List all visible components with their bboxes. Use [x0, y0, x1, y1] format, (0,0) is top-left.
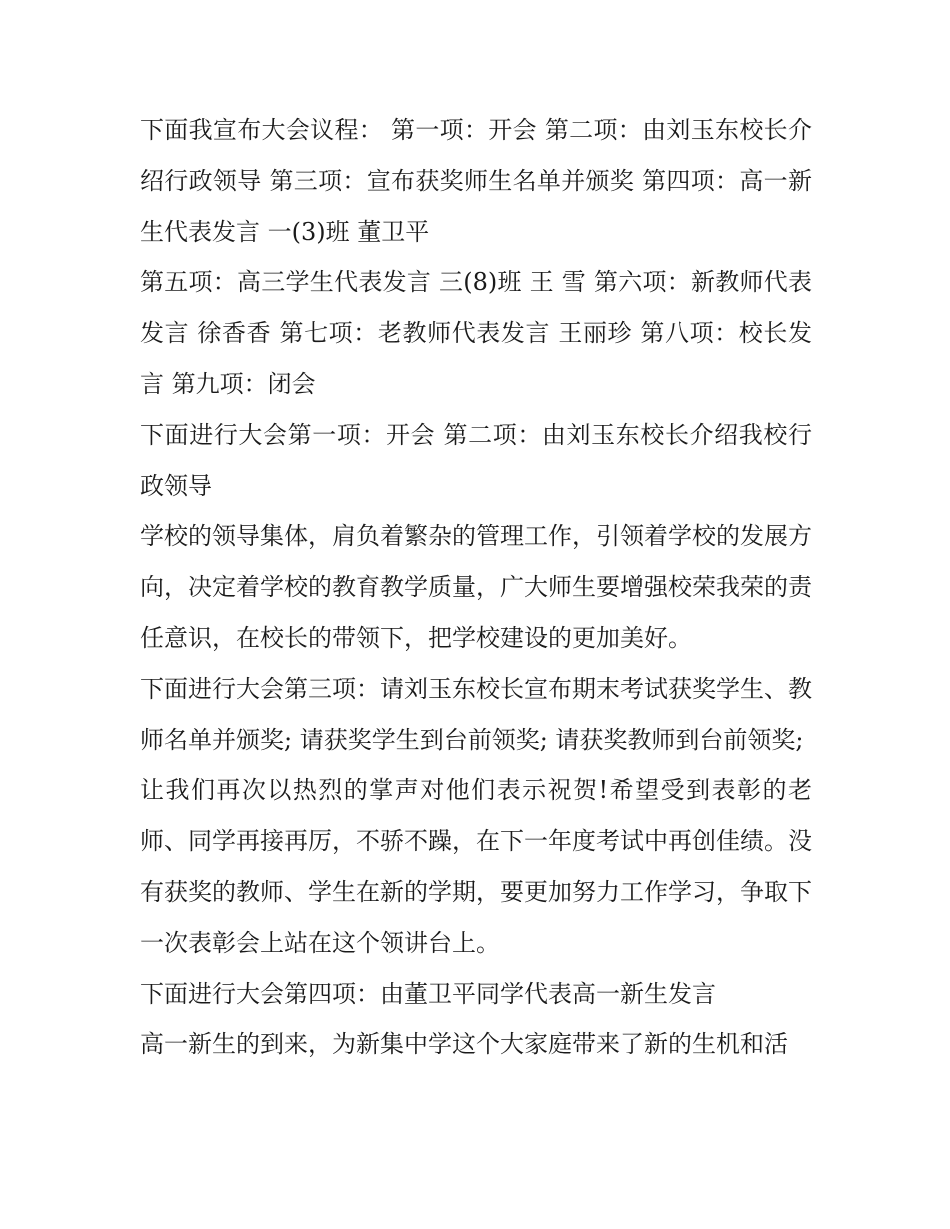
paragraph-agenda-continued: 第五项：高三学生代表发言 三(8)班 王 雪 第六项：新教师代表发言 徐香香 第七项：老教师代表发言 王丽珍 第八项：校长发言 第九项：闭会: [140, 268, 812, 398]
paragraph-item-one-two: 下面进行大会第一项：开会 第二项：由刘玉东校长介绍我校行政领导: [140, 420, 812, 500]
paragraph-congratulations: 让我们再次以热烈的掌声对他们表示祝贺!希望受到表彰的老师、同学再接再厉，不骄不躁，在下一年度考试中再创佳绩。没有获奖的教师、学生在新的学期，要更加努力工作学习，争取下一次表彰会上站在这个领讲台上。: [140, 776, 812, 957]
document-body: [140, 105, 812, 1070]
paragraph-item-three: 下面进行大会第三项：请刘玉东校长宣布期末考试获奖学生、教师名单并颁奖; 请获奖学生到台前领奖; 请获奖教师到台前领奖;: [140, 674, 812, 754]
paragraph-item-four: 下面进行大会第四项：由董卫平同学代表高一新生发言: [140, 979, 716, 1008]
paragraph-leadership: 学校的领导集体，肩负着繁杂的管理工作，引领着学校的发展方向，决定着学校的教育教学质量，广大师生要增强校荣我荣的责任意识，在校长的带领下，把学校建设的更加美好。: [140, 522, 812, 652]
paragraph-agenda-announcement: 下面我宣布大会议程： 第一项：开会 第二项：由刘玉东校长介绍行政领导 第三项：宣布获奖师生名单并颁奖 第四项：高一新生代表发言 一(3)班 董卫平: [140, 116, 812, 246]
paragraph-new-students: 高一新生的到来，为新集中学这个大家庭带来了新的生机和活: [140, 1030, 788, 1059]
